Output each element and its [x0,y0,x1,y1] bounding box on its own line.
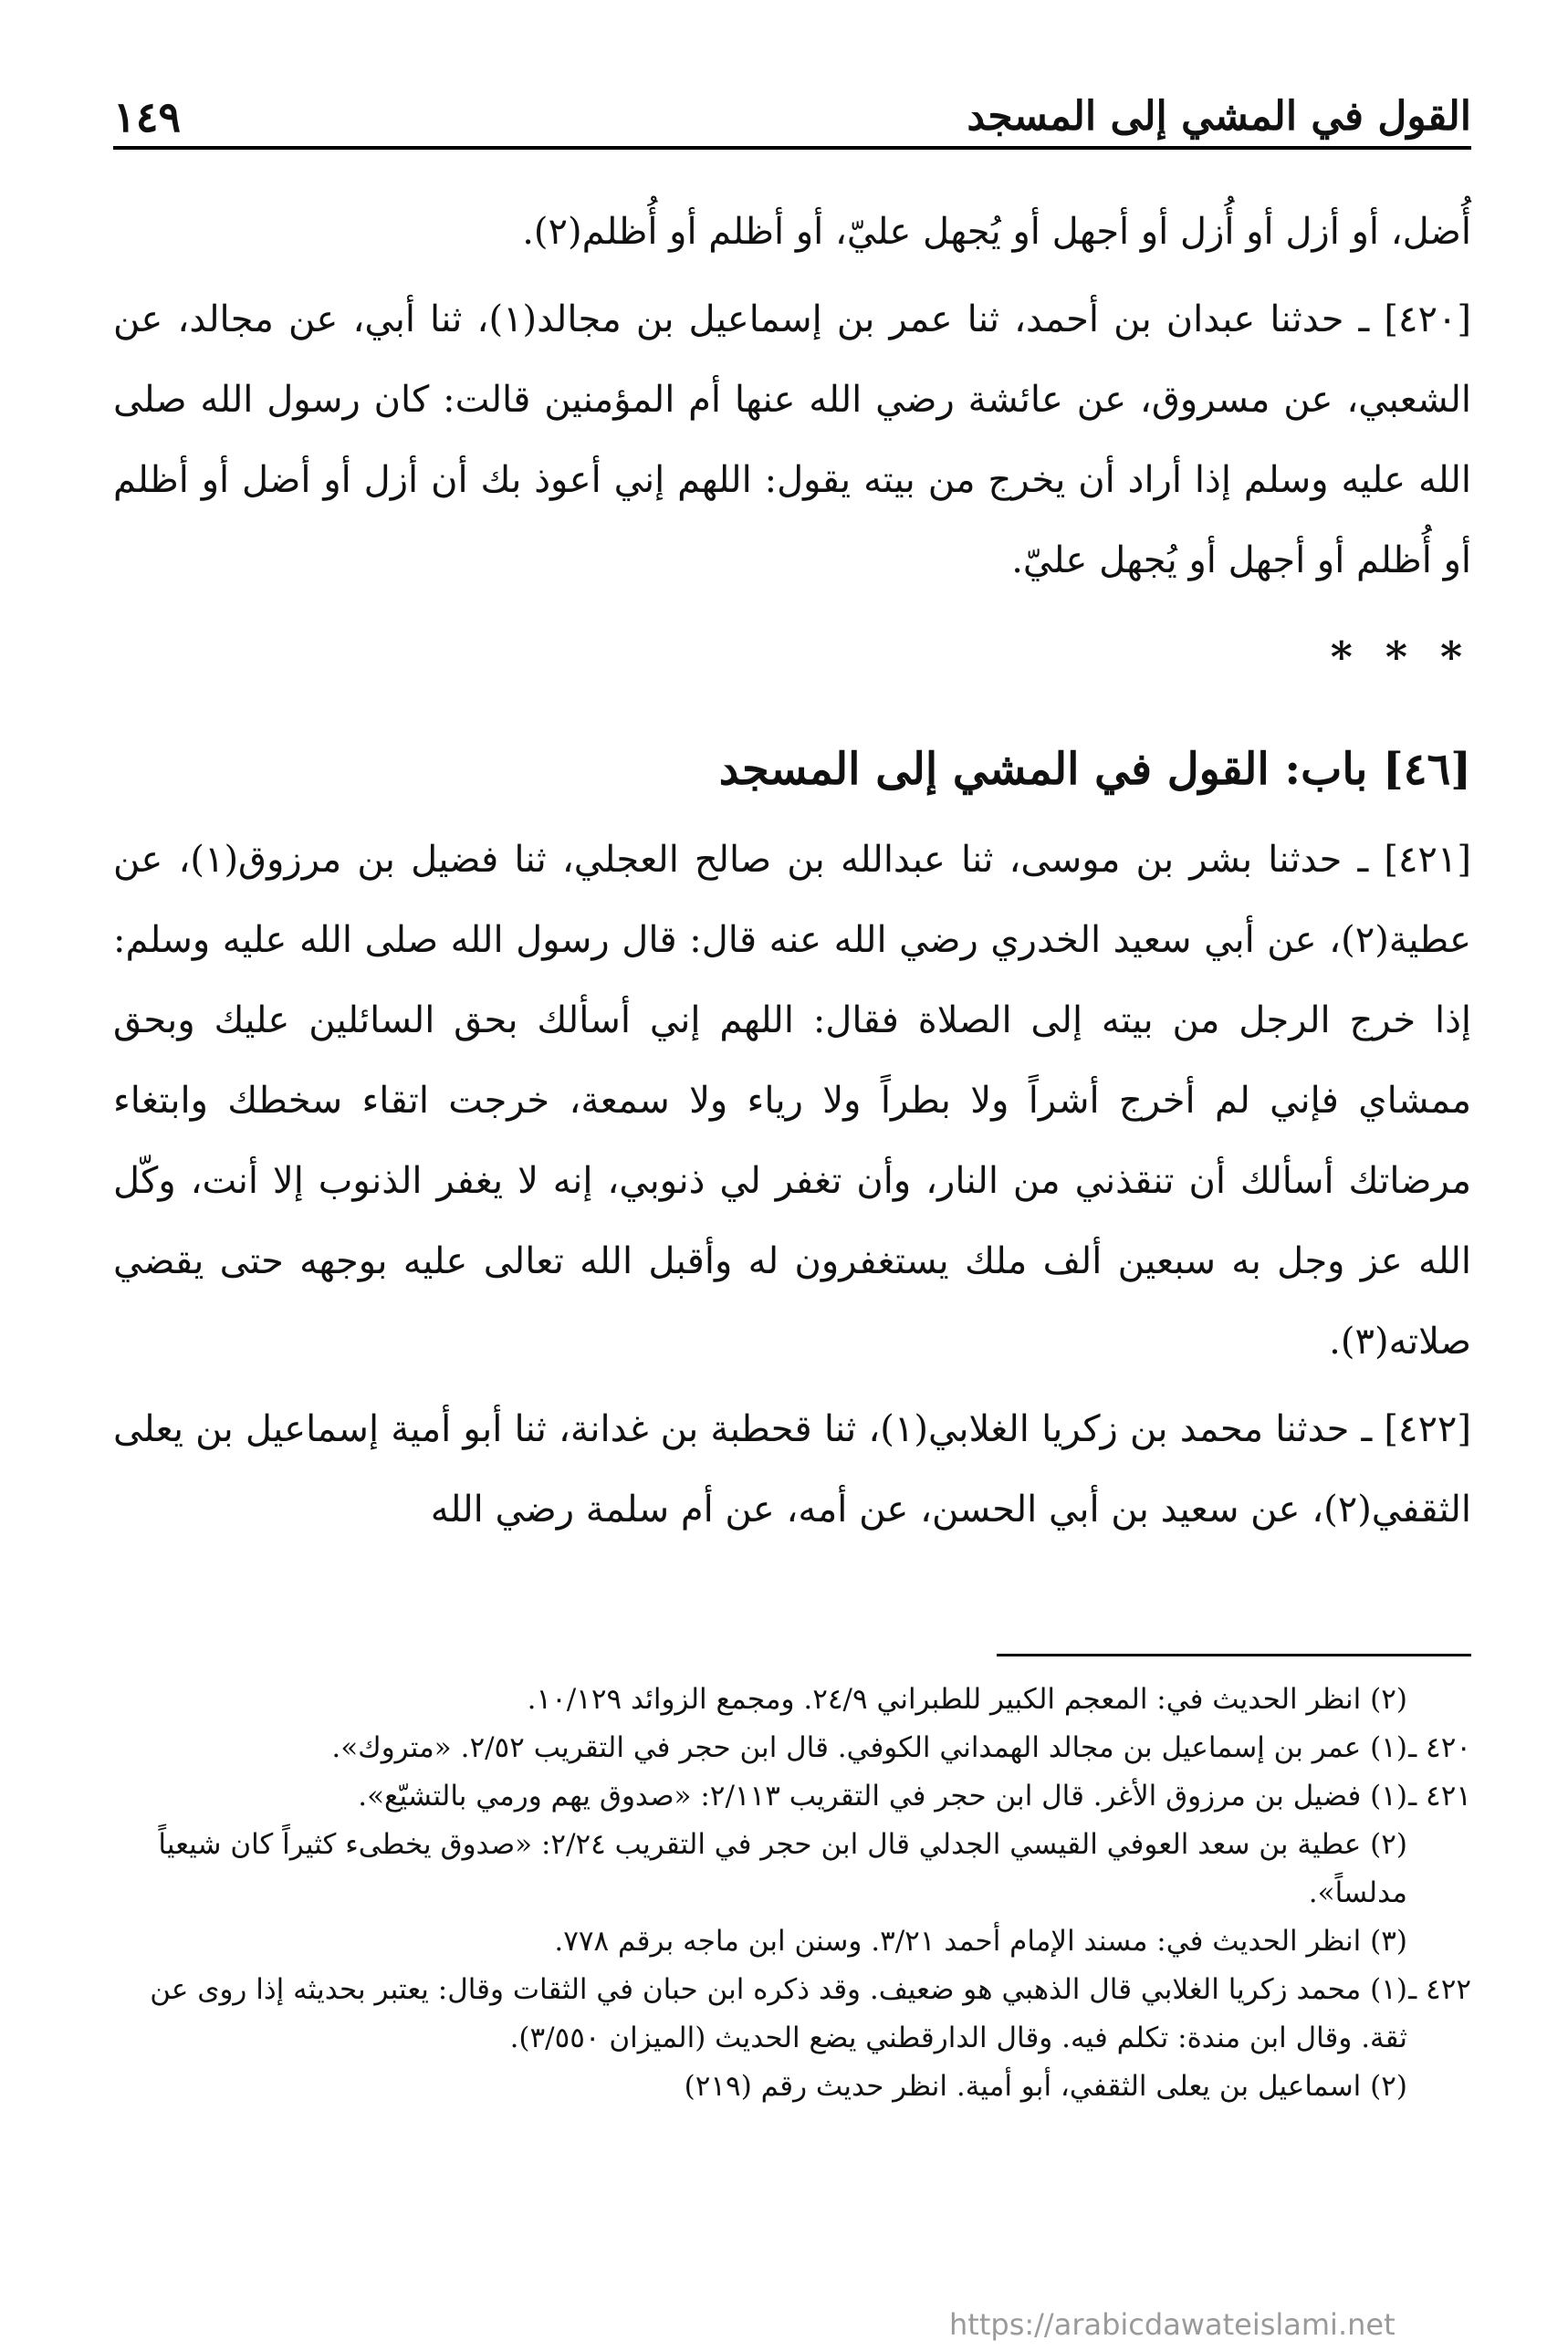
footnote-hadith-number [1407,1676,1471,1724]
paragraph-continuation: أُضل، أو أزل أو أُزل أو أجهل أو يُجهل عليّ، أو أظلم أو أُظلم(٢). [522,211,1471,253]
chapter-title: [٤٦] باب: القول في المشي إلى المسجد [718,744,1471,795]
footnote-text: (٢) انظر الحديث في: المعجم الكبير للطبراني ٢٤/٩. ومجمع الزوائد ١٠/١٢٩. [527,1683,1407,1716]
footnotes [113,1676,1471,2111]
footnote-item [113,1821,1471,1917]
footnote-item [113,2063,1471,2111]
watermark-url: https://arabicdawateislami.net [949,2307,1396,2342]
footnote-hadith-number [1407,2063,1471,2111]
section-divider: * * * [1330,632,1471,682]
running-header [113,80,1471,144]
footnote-hadith-number [1407,1917,1471,1966]
footnote-text: (٢) اسماعيل بن يعلى الثقفي، أبو أمية. انظر حديث رقم (٢١٩) [684,2070,1407,2103]
footnote-rule [997,1654,1471,1656]
footnote-text: (١) عمر بن إسماعيل بن مجالد الهمداني الكوفي. قال ابن حجر في التقريب ٢/٥٢. «متروك». [331,1731,1407,1764]
footnote-text: (١) فضيل بن مرزوق الأغر. قال ابن حجر في التقريب ٢/١١٣: «صدوق يهم ورمي بالتشيّع». [358,1780,1407,1813]
footnote-hadith-number: ٤٢٢ ـ [1408,1973,1471,2006]
footnote-hadith-number [1407,1821,1471,1917]
footnote-item [113,1724,1471,1772]
footnote-item [113,1917,1471,1966]
footnote-item [113,1966,1471,2063]
hadith-420: [٤٢٠] ـ حدثنا عبدان بن أحمد، ثنا عمر بن إسماعيل بن مجالد(١)، ثنا أبي، عن مجالد، عن الشعبي، عن مسروق، عن عائشة رضي الله عنها أم المؤمنين قالت: كان رسول الله صلى الله عليه وسلم إذا أراد أن يخرج من بيته يقول: اللهم إني أعوذ بك أن أزل أو أضل أو أظلم أو أُظلم أو أجهل أو يُجهل عليّ. [113,298,1472,581]
footnote-text: (٢) عطية بن سعد العوفي القيسي الجدلي قال ابن حجر في التقريب ٢/٢٤: «صدوق يخطىء كثيراً كان شيعياً مدلساً». [158,1828,1407,1909]
footnote-hadith-number: ٤٢١ ـ [1408,1780,1471,1813]
hadith-422: [٤٢٢] ـ حدثنا محمد بن زكريا الغلابي(١)، ثنا قحطبة بن غدانة، ثنا أبو أمية إسماعيل بن يعلى الثقفي(٢)، عن سعيد بن أبي الحسن، عن أمه، عن أم سلمة رضي الله [113,1408,1472,1531]
footnote-text: (١) محمد زكريا الغلابي قال الذهبي هو ضعيف. وقد ذكره ابن حبان في الثقات وقال: يعتبر بحديثه إذا روى عن ثقة. وقال ابن مندة: تكلم فيه. وقال الدارقطني يضع الحديث (الميزان ٣/٥٥٠). [150,1973,1407,2054]
running-title: القول في المشي إلى المسجد [967,93,1471,140]
footnote-hadith-number: ٤٢٠ ـ [1408,1731,1471,1764]
footnote-text: (٣) انظر الحديث في: مسند الإمام أحمد ٣/٢١. وسنن ابن ماجه برقم ٧٧٨. [554,1925,1407,1958]
footnote-item [113,1676,1471,1724]
hadith-421: [٤٢١] ـ حدثنا بشر بن موسى، ثنا عبدالله بن صالح العجلي، ثنا فضيل بن مرزوق(١)، عن عطية(٢)، عن أبي سعيد الخدري رضي الله عنه قال: قال رسول الله صلى الله عليه وسلم: إذا خرج الرجل من بيته إلى الصلاة فقال: اللهم إني أسألك بحق السائلين عليك وبحق ممشاي فإني لم أخرج أشراً ولا بطراً ولا رياء ولا سمعة، خرجت اتقاء سخطك وابتغاء مرضاتك أسألك أن تنقذني من النار، وأن تغفر لي ذنوبي، إنه لا يغفر الذنوب إلا أنت، وكّل الله عز وجل به سبعين ألف ملك يستغفرون له وأقبل الله تعالى عليه بوجهه حتى يقضي صلاته(٣). [113,839,1471,1363]
main-text [113,192,1471,1550]
footnote-item [113,1772,1471,1821]
page-number: ١٤٩ [113,92,182,141]
header-rule [113,146,1471,150]
